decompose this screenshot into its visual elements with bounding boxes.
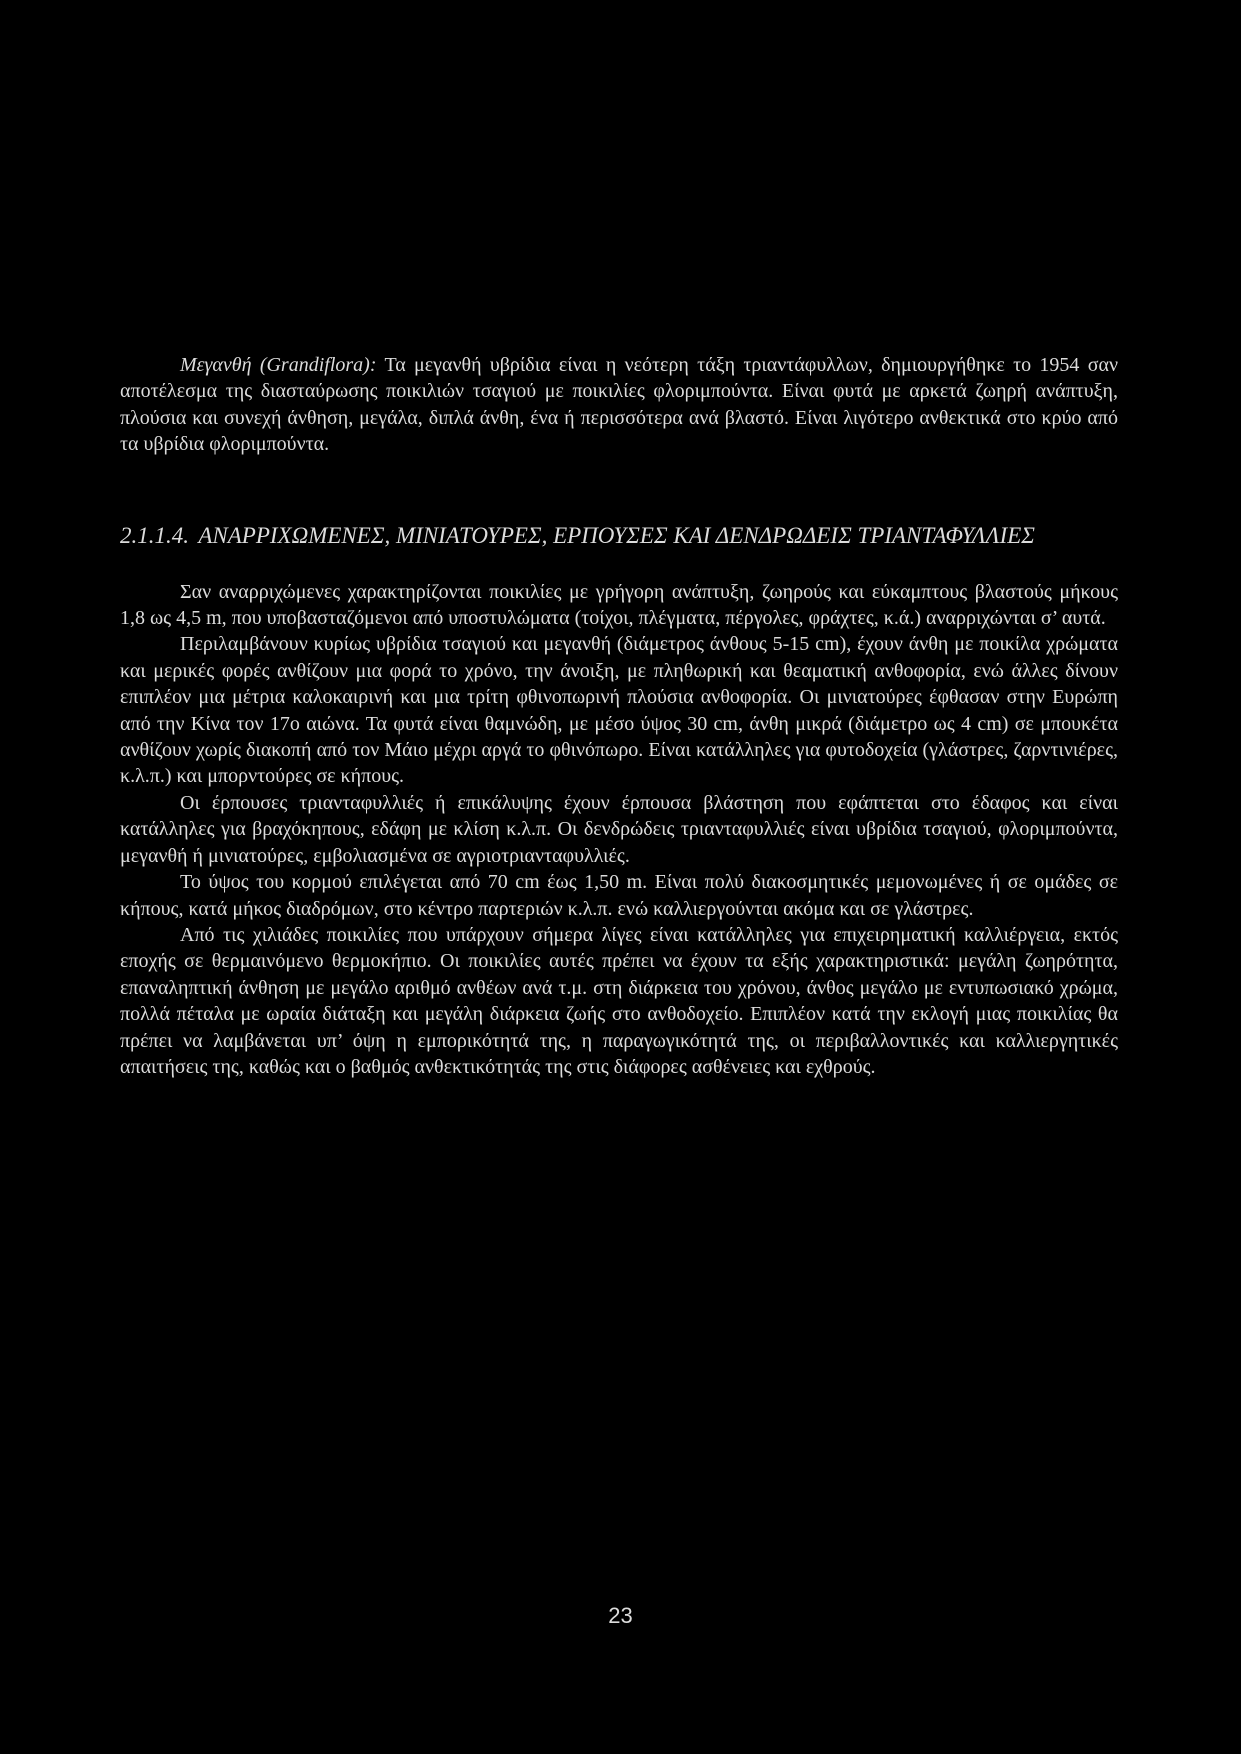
section-heading <box>120 520 1118 552</box>
body-paragraph: Οι έρπουσες τριανταφυλλιές ή επικάλυψης έχουν έρπουσα βλάστηση που εφάπτεται στο έδαφος και είναι κατάλληλες για βραχόκηπους, εδάφη με κλίση κ.λ.π. Οι δενδρώδεις τριανταφυλλιές είναι υβρίδια τσαγιού, φλοριμπούντα, μεγανθή ή μινιατούρες, εμβολιασμένα σε αγριοτριανταφυλλιές. <box>120 791 1118 867</box>
intro-paragraph <box>120 352 1118 458</box>
section-title: ΑΝΑΡΡΙΧΩΜΕΝΕΣ, ΜΙΝΙΑΤΟΥΡΕΣ, ΕΡΠΟΥΣΕΣ ΚΑΙ ΔΕΝΔΡΩΔΕΙΣ ΤΡΙΑΝΤΑΦΥΛΛΙΕΣ <box>198 522 1035 548</box>
intro-text: Τα μεγανθή υβρίδια είναι η νεότερη τάξη τριαντάφυλλων, δημιουργήθηκε το 1954 σαν αποτέλεσμα της διασταύρωσης ποικιλιών τσαγιού με ποικιλίες φλοριμπούντα. Είναι φυτά με αρκετά ζωηρή ανάπτυξη, πλούσια και συνεχή άνθηση, μεγάλα, διπλά άνθη, ένα ή περισσότερα ανά βλαστό. Είναι λιγότερο ανθεκτικά στο κρύο από τα υβρίδια φλοριμπούντα. <box>120 354 1119 456</box>
body-paragraph: Σαν αναρριχώμενες χαρακτηρίζονται ποικιλίες με γρήγορη ανάπτυξη, ζωηρούς και εύκαμπτους βλαστούς μήκους 1,8 ως 4,5 m, που υποβασταζόμενοι από υποστυλώματα (τοίχοι, πλέγματα, πέργολες, φράχτες, κ.ά.) αναρριχώνται σ’ αυτά. <box>120 580 1118 630</box>
body-paragraph: Το ύψος του κορμού επιλέγεται από 70 cm έως 1,50 m. Είναι πολύ διακοσμητικές μεμονωμένες ή σε ομάδες σε κήπους, κατά μήκος διαδρόμων, στο κέντρο παρτεριών κ.λ.π. ενώ καλλιεργούνται ακόμα και σε γλάστρες. <box>120 871 1118 920</box>
section-number: 2.1.1.4. <box>120 522 189 548</box>
page-number: 23 <box>608 1603 633 1628</box>
body-paragraph: Από τις χιλιάδες ποικιλίες που υπάρχουν σήμερα λίγες είναι κατάλληλες για επιχειρηματική καλλιέργεια, εκτός εποχής σε θερμαινόμενο θερμοκήπιο. Οι ποικιλίες αυτές πρέπει να έχουν τα εξής χαρακτηριστικά: μεγάλη ζωηρότητα, επαναληπτική άνθηση με μεγάλο αριθμό ανθέων ανά τ.μ. στη διάρκεια του χρόνου, άνθος μεγάλο με εντυπωσιακό χρώμα, πολλά πέταλα με ωραία διάταξη και μεγάλη διάρκεια ζωής στο ανθοδοχείο. Επιπλέον κατά την εκλογή μιας ποικιλίας θα πρέπει να λαμβάνεται υπ’ όψη η εμπορικότητά της, η παραγωγικότητά της, οι περιβαλλοντικές και καλλιεργητικές απαιτήσεις της, καθώς και ο βαθμός ανθεκτικότητάς της στις διάφορες ασθένειες και εχθρούς. <box>120 923 1118 1078</box>
intro-label: Μεγανθή (Grandiflora): <box>180 354 377 376</box>
body-paragraph: Περιλαμβάνουν κυρίως υβρίδια τσαγιού και μεγανθή (διάμετρος άνθους 5-15 cm), έχουν άνθη με ποικίλα χρώματα και μερικές φορές ανθίζουν μια φορά το χρόνο, την άνοιξη, με πληθωρική και θεαματική ανθοφορία, ενώ άλλες δίνουν επιπλέον μια μέτρια καλοκαιρινή και μια τρίτη φθινοπωρινή πλούσια ανθοφορία. Οι μινιατούρες έφθασαν στην Ευρώπη από την Κίνα τον 17ο αιώνα. Τα φυτά είναι θαμνώδη, με μέσο ύψος 30 cm, άνθη μικρά (διάμετρο ως 4 cm) σε μπουκέτα ανθίζουν χωρίς διακοπή από τον Μάιο μέχρι αργά το φθινόπωρο. Είναι κατάλληλες για φυτοδοχεία (γλάστρες, ζαρντινιέρες, κ.λ.π.) και μπορντούρες σε κήπους. <box>120 633 1118 788</box>
document-body <box>120 352 1118 1080</box>
